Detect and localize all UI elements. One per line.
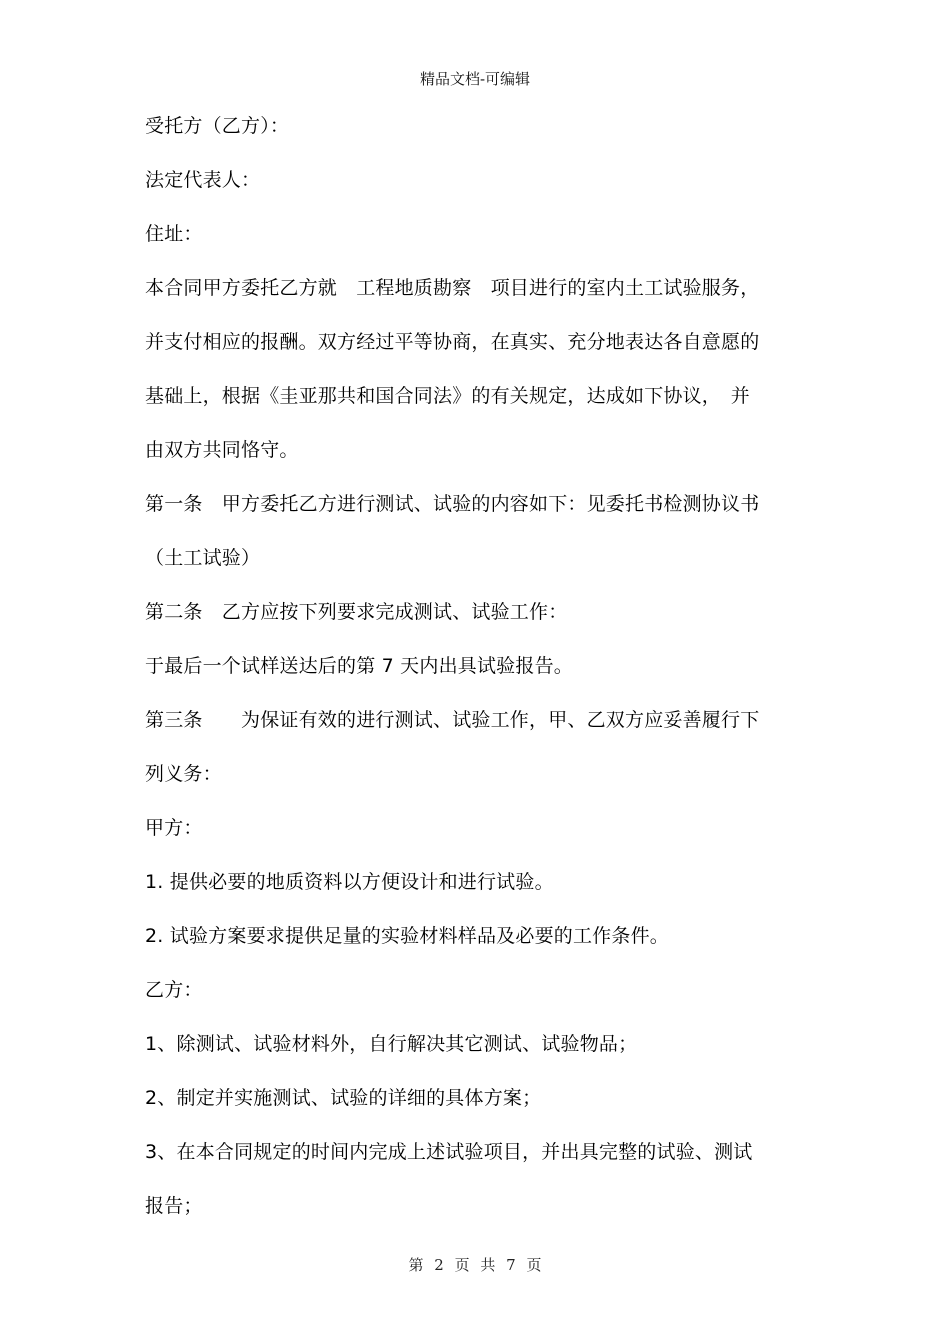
party-a-heading: 甲方： <box>145 817 203 839</box>
address-label: 住址： <box>145 223 203 245</box>
party-b-duty-2: 2、制定并实施测试、试验的详细的具体方案； <box>145 1087 542 1109</box>
party-b-heading: 乙方： <box>145 979 203 1001</box>
party-b-duty-3-line-2: 报告； <box>145 1195 203 1217</box>
page-header: 精品文档-可编辑 <box>419 70 531 88</box>
preamble-line-1: 本合同甲方委托乙方就 工程地质勘察 项目进行的室内土工试验服务， <box>145 277 760 299</box>
article-1-line-2: （土工试验） <box>145 547 261 569</box>
article-3-line-1: 第三条 为保证有效的进行测试、试验工作，甲、乙双方应妥善履行下 <box>145 709 760 731</box>
article-2-line-2: 于最后一个试样送达后的第 7 天内出具试验报告。 <box>145 655 573 677</box>
legal-representative-label: 法定代表人： <box>145 169 261 191</box>
party-b-duty-3-line-1: 3、在本合同规定的时间内完成上述试验项目，并出具完整的试验、测试 <box>145 1141 753 1163</box>
page-number: 第 2 页 共 7 页 <box>408 1256 542 1274</box>
party-b-label: 受托方（乙方）： <box>145 115 290 137</box>
preamble-line-3: 基础上，根据《圭亚那共和国合同法》的有关规定，达成如下协议， 并 <box>145 385 750 407</box>
party-b-duty-1: 1、除测试、试验材料外，自行解决其它测试、试验物品； <box>145 1033 638 1055</box>
article-3-line-2: 列义务： <box>145 763 222 785</box>
document-body <box>145 110 810 1244</box>
preamble-line-4: 由双方共同恪守。 <box>145 439 299 461</box>
article-2-line-1: 第二条 乙方应按下列要求完成测试、试验工作： <box>145 601 568 623</box>
party-a-duty-2: 2. 试验方案要求提供足量的实验材料样品及必要的工作条件。 <box>145 925 669 947</box>
article-1-line-1: 第一条 甲方委托乙方进行测试、试验的内容如下：见委托书检测协议书 <box>145 493 760 515</box>
party-a-duty-1: 1. 提供必要的地质资料以方便设计和进行试验。 <box>145 871 554 893</box>
preamble-line-2: 并支付相应的报酬。双方经过平等协商，在真实、充分地表达各自意愿的 <box>145 331 760 353</box>
